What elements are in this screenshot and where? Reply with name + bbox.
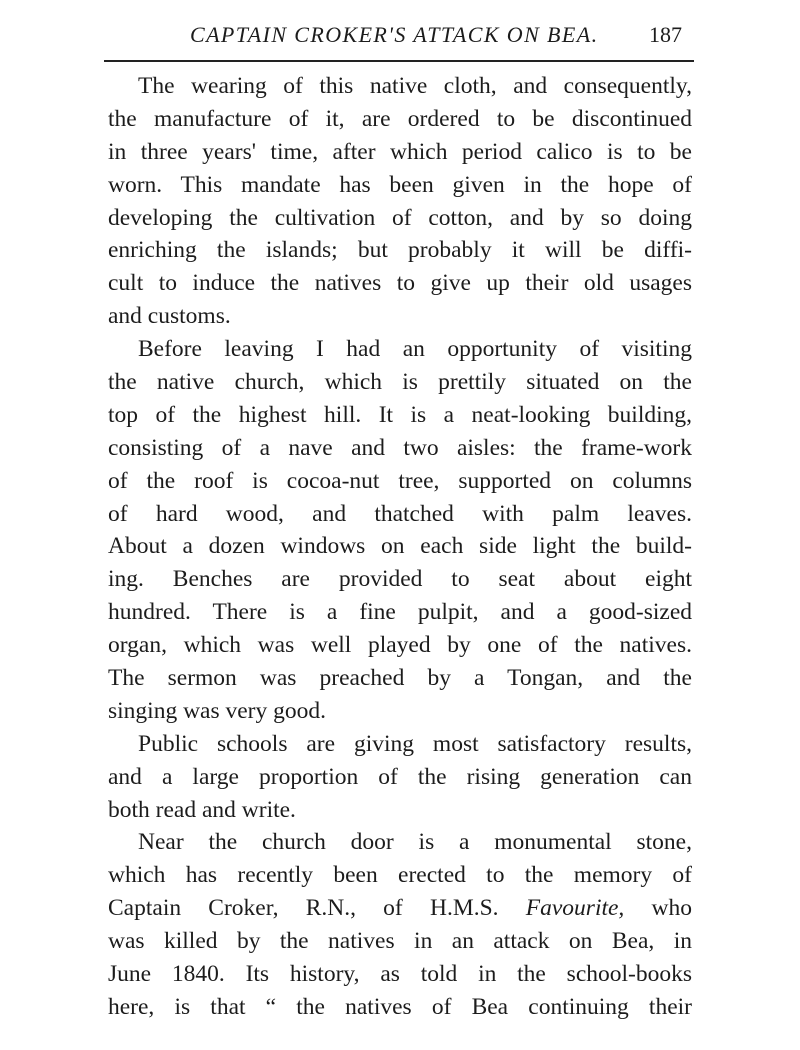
- text-line: the manufacture of it, are ordered to be discontinued: [108, 105, 692, 132]
- text-line: the native church, which is prettily situated on the: [108, 369, 692, 396]
- text-line: enriching the islands; but probably it will be diffi-: [108, 237, 692, 264]
- text-line: of hard wood, and thatched with palm leaves.: [108, 500, 692, 527]
- text-line: consisting of a nave and two aisles: the frame-work: [108, 434, 692, 461]
- text-line: and a large proportion of the rising generation can: [108, 763, 692, 790]
- text-line: The sermon was preached by a Tongan, and the: [108, 665, 692, 692]
- running-title: CAPTAIN CROKER'S ATTACK ON BEA.: [190, 22, 599, 47]
- text-line: The wearing of this native cloth, and consequently,: [138, 73, 692, 99]
- text-line: in three years' time, after which period calico is to be: [108, 138, 692, 165]
- ship-name: Favourite,: [525, 895, 625, 922]
- text-line: worn. This mandate has been given in the hope of: [108, 171, 692, 198]
- text-line: Public schools are giving most satisfactory results,: [138, 730, 692, 757]
- text-line: hundred. There is a fine pulpit, and a good-sized: [108, 599, 692, 626]
- text-line: developing the cultivation of cotton, and by so doing: [108, 204, 692, 231]
- text-line: both read and write.: [108, 796, 296, 823]
- text-segment: who: [651, 895, 693, 922]
- text-line-with-ship: [108, 892, 692, 925]
- text-line: June 1840. Its history, as told in the school-books: [108, 961, 692, 988]
- text-line: which has recently been erected to the memory of: [108, 862, 692, 889]
- text-line: Before leaving I had an opportunity of visiting: [138, 336, 692, 363]
- paragraph-monument: [108, 826, 692, 1023]
- text-line: Near the church door is a monumental stone,: [138, 829, 692, 856]
- text-line: of the roof is cocoa-nut tree, supported on columns: [108, 467, 692, 494]
- text-line: ing. Benches are provided to seat about eight: [108, 566, 692, 593]
- page-number: 187: [649, 22, 682, 47]
- text-segment: Captain Croker, R.N., of H.M.S.: [108, 895, 499, 922]
- text-line: was killed by the natives in an attack on Bea, in: [108, 928, 692, 955]
- text-line: About a dozen windows on each side light the build-: [108, 533, 692, 560]
- text-line: singing was very good.: [108, 697, 327, 724]
- text-line: top of the highest hill. It is a neat-looking building,: [108, 401, 692, 428]
- text-line: and customs.: [108, 303, 231, 330]
- running-head: [108, 22, 692, 52]
- body-text: [108, 70, 692, 1024]
- header-rule: [104, 60, 694, 62]
- text-line: organ, which was well played by one of the natives.: [108, 632, 692, 659]
- text-line: cult to induce the natives to give up their old usages: [108, 270, 692, 297]
- paragraph-church: [108, 333, 692, 728]
- text-line: here, is that “ the natives of Bea continuing their: [108, 993, 692, 1020]
- paragraph-cloth: [108, 70, 692, 333]
- paragraph-schools: [108, 728, 692, 827]
